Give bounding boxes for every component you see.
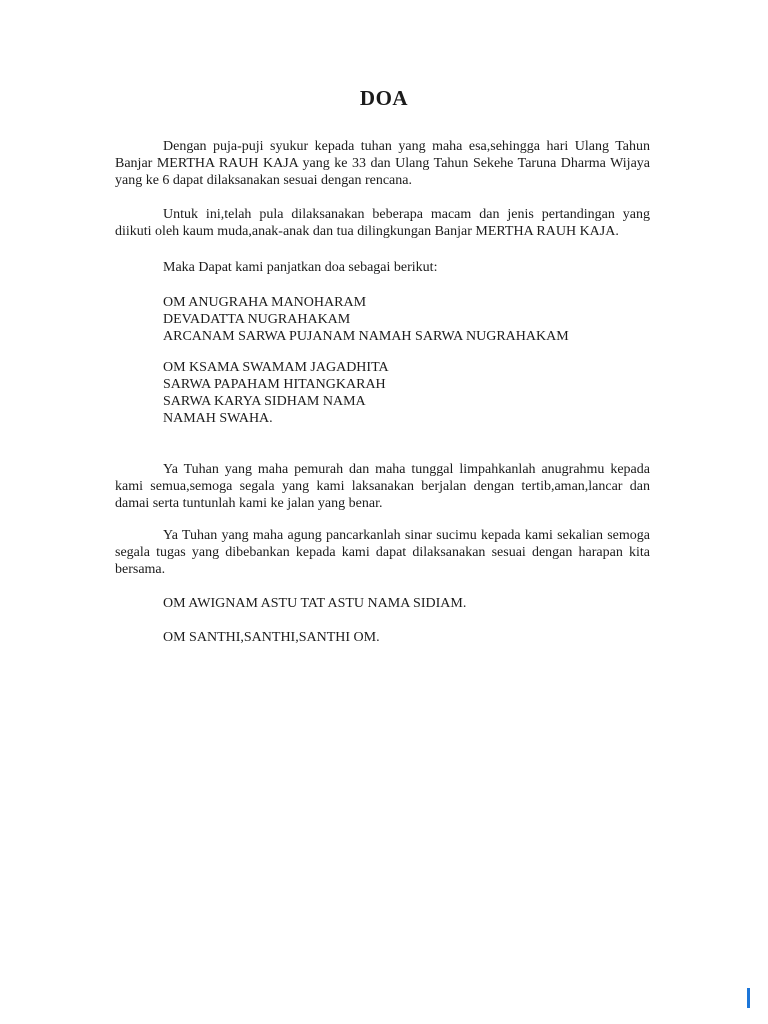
closing-line-awignam: OM AWIGNAM ASTU TAT ASTU NAMA SIDIAM. — [163, 596, 467, 611]
stanza-line: NAMAH SWAHA. — [163, 411, 273, 426]
blue-caret-marker — [747, 988, 750, 1008]
prayer-stanza-1 — [115, 294, 650, 345]
prayer-stanza-2 — [115, 359, 650, 427]
stanza-line: ARCANAM SARWA PUJANAM NAMAH SARWA NUGRAHAKAM — [163, 329, 569, 344]
closing-line-santhi: OM SANTHI,SANTHI,SANTHI OM. — [163, 630, 380, 645]
stanza-line: SARWA PAPAHAM HITANGKARAH — [163, 377, 386, 392]
paragraph-prayer-guidance: Ya Tuhan yang maha agung pancarkanlah sinar sucimu kepada kami sekalian semoga segala tugas yang dibebankan kepada kami dapat dilaksanakan sesuai dengan harapan kita bersama. — [115, 528, 650, 577]
paragraph-events: Untuk ini,telah pula dilaksanakan beberapa macam dan jenis pertandingan yang diikuti oleh kaum muda,anak-anak dan tua dilingkungan Banjar MERTHA RAUH KAJA. — [115, 207, 650, 239]
stanza-line: OM ANUGRAHA MANOHARAM — [163, 295, 367, 310]
stanza-line: SARWA KARYA SIDHAM NAMA — [163, 394, 366, 409]
paragraph-prayer-generosity: Ya Tuhan yang maha pemurah dan maha tunggal limpahkanlah anugrahmu kepada kami semua,semoga segala yang kami laksanakan berjalan dengan tertib,aman,lancar dan damai serta tuntunlah kami ke jalan yang benar. — [115, 462, 650, 511]
stanza-line: OM KSAMA SWAMAM JAGADHITA — [163, 360, 389, 375]
document-body — [115, 138, 650, 646]
prayer-intro-line: Maka Dapat kami panjatkan doa sebagai berikut: — [163, 260, 438, 275]
document-title: DOA — [359, 86, 409, 110]
stanza-line: DEVADATTA NUGRAHAKAM — [163, 312, 351, 327]
paragraph-opening: Dengan puja-puji syukur kepada tuhan yang maha esa,sehingga hari Ulang Tahun Banjar MERTHA RAUH KAJA yang ke 33 dan Ulang Tahun Sekehe Taruna Dharma Wijaya yang ke 6 dapat dilaksanakan sesuai dengan rencana. — [115, 139, 650, 188]
